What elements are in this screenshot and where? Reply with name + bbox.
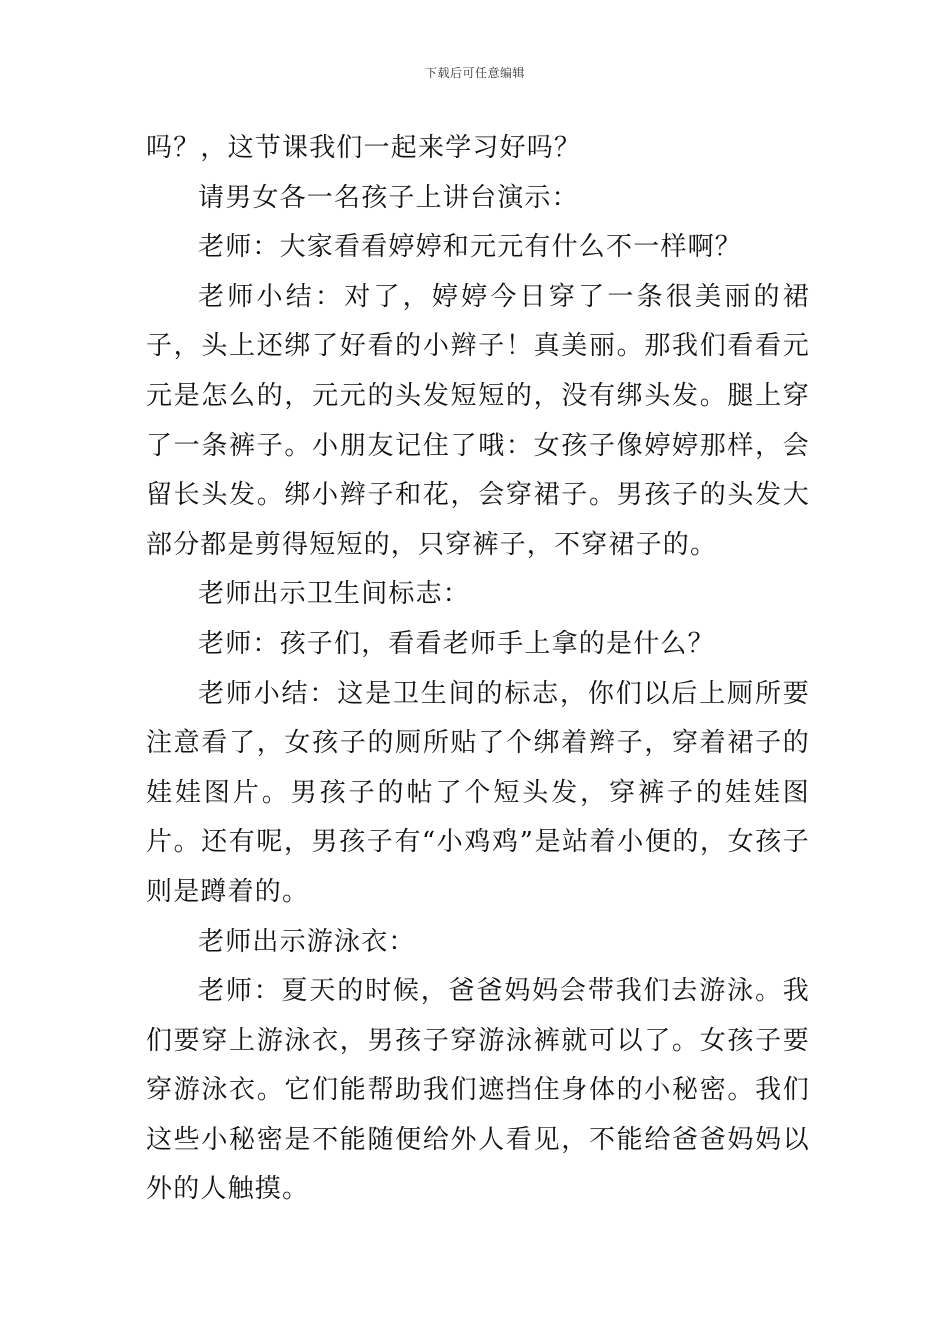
paragraph: 吗？，这节课我们一起来学习好吗？ [146, 133, 582, 163]
document-body [146, 124, 810, 1215]
header-note: 下载后可任意编辑 [424, 66, 525, 80]
paragraph: 老师小结：这是卫生间的标志，你们以后上厕所要注意看了，女孩子的厕所贴了个绑着辫子，穿着裙子的娃娃图片。男孩子的帖了个短头发，穿裤子的娃娃图片。还有呢，男孩子有“小鸡鸡”是站着小便的，女孩子则是蹲着的。 [146, 678, 810, 907]
paragraph: 老师：孩子们，看看老师手上拿的是什么？ [198, 628, 715, 659]
paragraph: 老师：大家看看婷婷和元元有什么不一样啊？ [198, 232, 743, 263]
paragraph: 老师出示卫生间标志： [198, 579, 471, 610]
paragraph: 老师：夏天的时候，爸爸妈妈会带我们去游泳。我们要穿上游泳衣，男孩子穿游泳裤就可以了。女孩子要穿游泳衣。它们能帮助我们遮挡住身体的小秘密。我们这些小秘密是不能随便给外人看见，不能给爸爸妈妈以外的人触摸。 [146, 976, 810, 1205]
paragraph: 请男女各一名孩子上讲台演示： [198, 182, 579, 213]
paragraph: 老师出示游泳衣： [198, 926, 416, 957]
paragraph: 老师小结：对了，婷婷今日穿了一条很美丽的裙子，头上还绑了好看的小辫子！真美丽。那我们看看元元是怎么的，元元的头发短短的，没有绑头发。腿上穿了一条裤子。小朋友记住了哦：女孩子像婷婷那样，会留长头发。绑小辫子和花，会穿裙子。男孩子的头发大部分都是剪得短短的，只穿裤子，不穿裙子的。 [146, 281, 810, 560]
